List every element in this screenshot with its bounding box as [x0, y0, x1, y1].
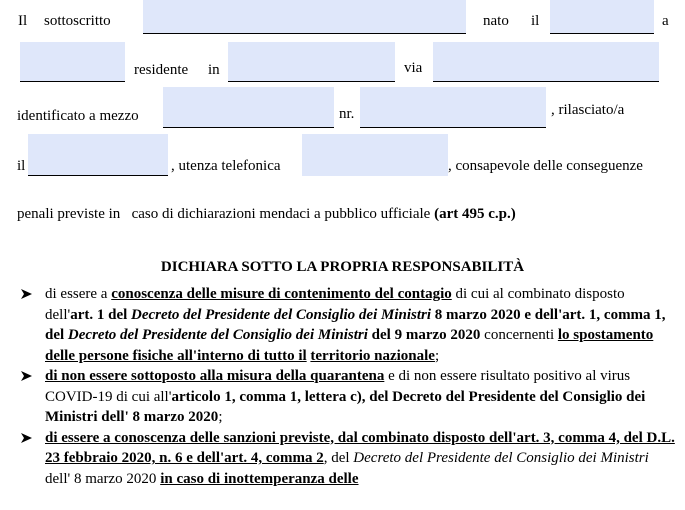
id-document-field[interactable]	[163, 87, 334, 128]
label-nato: nato	[483, 13, 509, 29]
issue-date-field[interactable]	[28, 134, 168, 176]
label-via: via	[404, 60, 423, 76]
arrow-bullet-icon	[20, 366, 40, 382]
label-rilasciato: , rilasciato/a	[551, 102, 625, 118]
list-item: di non essere sottoposto alla misura della quarantena e di non essere risultato positivo al virus COVID-19 di cui all'articolo 1, comma 1, lettera c), del Decreto del Presidente del Consiglio dei Ministri dell' 8 marzo 2020;	[20, 366, 675, 428]
label-il-date: il	[17, 158, 26, 174]
label-a: a	[662, 13, 669, 29]
label-utenza: , utenza telefonica	[171, 158, 281, 174]
label-residente: residente	[134, 62, 189, 78]
doc-number-field[interactable]	[360, 87, 546, 128]
label-sottoscritto: sottoscritto	[44, 13, 111, 29]
label-il: Il	[18, 13, 28, 29]
birth-place-field[interactable]	[20, 42, 125, 82]
phone-field[interactable]	[302, 134, 448, 176]
arrow-bullet-icon	[20, 284, 40, 300]
penalty-text: penali previste in caso di dichiarazioni mendaci a pubblico ufficiale (art 495 c.p.)	[17, 206, 516, 222]
label-il-birthdate: il	[531, 13, 540, 29]
declaration-list	[20, 284, 675, 489]
street-field[interactable]	[433, 42, 659, 82]
label-nr: nr.	[339, 106, 355, 122]
label-consapevole: , consapevole delle conseguenze	[448, 158, 643, 174]
label-identificato: identificato a mezzo	[17, 108, 139, 124]
declaration-heading: DICHIARA SOTTO LA PROPRIA RESPONSABILITÀ	[160, 259, 525, 275]
arrow-bullet-icon	[20, 428, 40, 444]
birth-date-field[interactable]	[550, 0, 654, 34]
residence-city-field[interactable]	[228, 42, 395, 82]
list-item: di essere a conoscenza delle sanzioni previste, dal combinato disposto dell'art. 3, comma 4, del D.L. 23 febbraio 2020, n. 6 e dell'art. 4, comma 2, del Decreto del Presidente del Consiglio dei Ministri dell' 8 marzo 2020 in caso di inottemperanza delle	[20, 428, 675, 490]
name-field[interactable]	[143, 0, 466, 34]
label-in: in	[208, 62, 220, 78]
list-item: di essere a conoscenza delle misure di contenimento del contagio di cui al combinato disposto dell'art. 1 del Decreto del Presidente del Consiglio dei Ministri 8 marzo 2020 e dell'art. 1, comma 1, del Decreto del Presidente del Consiglio dei Ministri del 9 marzo 2020 concernenti lo spostamento delle persone fisiche all'interno di tutto il territorio nazionale;	[20, 284, 675, 366]
